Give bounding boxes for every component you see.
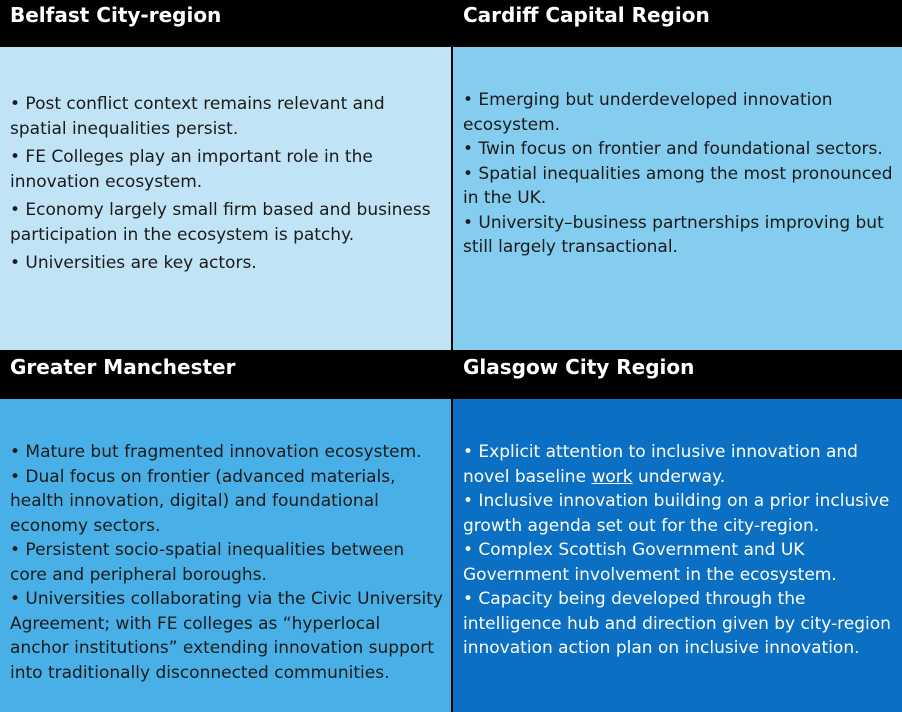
cardiff-title: Cardiff Capital Region [463,3,710,27]
belfast-bullet-3: • Economy largely small firm based and business participation in the ecosystem is patchy. [10,200,431,245]
cardiff-bullet-2: • Twin focus on frontier and foundational sectors. [463,139,883,159]
cardiff-bullet-3: • Spatial inequalities among the most pronounced in the UK. [463,163,893,208]
belfast-bullet-1: • Post conflict context remains relevant and spatial inequalities persist. [10,94,385,139]
belfast-bullet-2: • FE Colleges play an important role in the innovation ecosystem. [10,147,373,192]
glasgow-bullet-1-after: underway. [632,466,726,487]
glasgow-bullet-1 [463,440,896,489]
belfast-header [0,0,451,47]
manchester-panel [0,399,451,712]
glasgow-bullet-4: • Capacity being developed through the intelligence hub and direction given by city-region innovation action plan on inclusive innovation. [463,589,891,658]
glasgow-bullet-2: • Inclusive innovation building on a prior inclusive growth agenda set out for the city-region. [463,491,890,536]
glasgow-header [453,350,902,399]
manchester-title: Greater Manchester [10,355,236,379]
manchester-bullet-2: • Dual focus on frontier (advanced materials, health innovation, digital) and foundational economy sectors. [10,466,396,536]
manchester-bullet-4: • Universities collaborating via the Civic University Agreement; with FE colleges as “hyperlocal anchor institutions” extending innovation support into traditionally disconnected communities. [10,589,443,683]
belfast-title: Belfast City-region [10,3,222,27]
belfast-bullet-4: • Universities are key actors. [10,253,257,273]
glasgow-bullet-3: • Complex Scottish Government and UK Government involvement in the ecosystem. [463,540,837,585]
manchester-bullet-1: • Mature but fragmented innovation ecosystem. [10,442,422,462]
cardiff-bullet-1: • Emerging but underdeveloped innovation ecosystem. [463,90,833,135]
cardiff-panel [453,47,902,350]
cardiff-bullet-4: • University–business partnerships improving but still largely transactional. [463,212,884,257]
glasgow-bullet-1-before: • Explicit attention to inclusive innovation and novel baseline [463,442,858,487]
glasgow-title: Glasgow City Region [463,355,695,379]
manchester-bullet-3: • Persistent socio-spatial inequalities between core and peripheral boroughs. [10,540,405,585]
manchester-header [0,350,451,399]
belfast-panel [0,47,451,350]
glasgow-panel [453,399,902,712]
cardiff-header [453,0,902,47]
work-link[interactable]: work [591,466,633,487]
